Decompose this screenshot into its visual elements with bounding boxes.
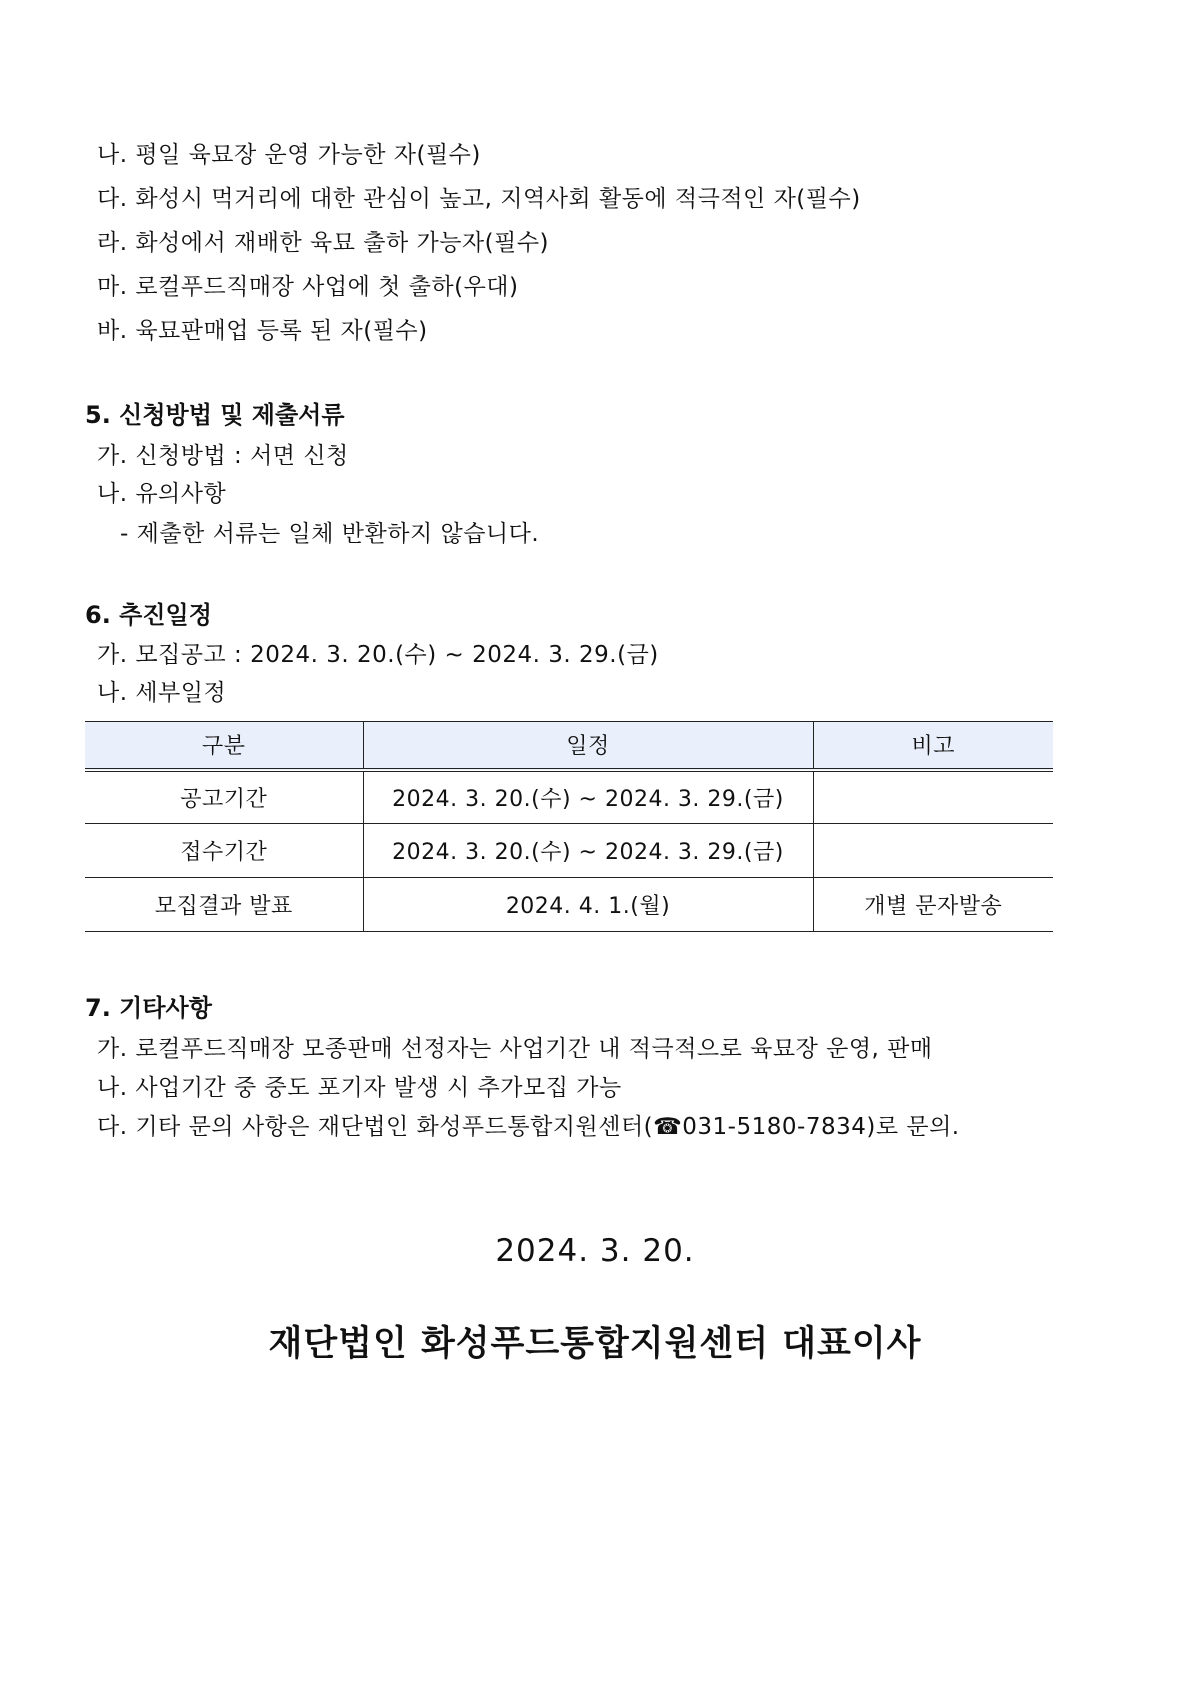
schedule-table bbox=[85, 721, 1053, 932]
cell-remarks bbox=[813, 770, 1053, 824]
table-row bbox=[85, 824, 1053, 878]
section6-item-b: 나. 세부일정 bbox=[97, 680, 227, 706]
section7-item-a: 가. 로컬푸드직매장 모종판매 선정자는 사업기간 내 적극적으로 육묘장 운영, 판매 bbox=[97, 1036, 933, 1062]
section7-item-c: 다. 기타 문의 사항은 재단법인 화성푸드통합지원센터(☎031-5180-7834)로 문의. bbox=[97, 1114, 960, 1140]
section5-note: - 제출한 서류는 일체 반환하지 않습니다. bbox=[120, 521, 540, 547]
column-header-remarks: 비고 bbox=[813, 722, 1053, 770]
table-row bbox=[85, 770, 1053, 824]
issue-date: 2024. 3. 20. bbox=[495, 1233, 695, 1269]
section5-item-b: 나. 유의사항 bbox=[97, 481, 227, 507]
cell-schedule: 2024. 3. 20.(수) ~ 2024. 3. 29.(금) bbox=[363, 824, 813, 878]
section6-heading: 6. 추진일정 bbox=[85, 601, 212, 629]
schedule-table-header bbox=[85, 722, 1053, 770]
section5-heading: 5. 신청방법 및 제출서류 bbox=[85, 401, 345, 429]
cell-remarks bbox=[813, 824, 1053, 878]
section7-item-b: 나. 사업기간 중 중도 포기자 발생 시 추가모집 가능 bbox=[97, 1075, 622, 1101]
cell-category: 접수기간 bbox=[85, 824, 363, 878]
section4-item-ba: 바. 육묘판매업 등록 된 자(필수) bbox=[97, 318, 428, 344]
section4-item-ra: 라. 화성에서 재배한 육묘 출하 가능자(필수) bbox=[97, 230, 550, 256]
cell-schedule: 2024. 3. 20.(수) ~ 2024. 3. 29.(금) bbox=[363, 770, 813, 824]
signer-title: 재단법인 화성푸드통합지원센터 대표이사 bbox=[268, 1324, 922, 1364]
cell-remarks: 개별 문자발송 bbox=[813, 878, 1053, 932]
cell-schedule: 2024. 4. 1.(월) bbox=[363, 878, 813, 932]
section4-item-ma: 마. 로컬푸드직매장 사업에 첫 출하(우대) bbox=[97, 274, 519, 300]
column-header-schedule: 일정 bbox=[363, 722, 813, 770]
section6-item-a: 가. 모집공고 : 2024. 3. 20.(수) ~ 2024. 3. 29.(금) bbox=[97, 642, 659, 668]
table-row bbox=[85, 878, 1053, 932]
section4-item-da: 다. 화성시 먹거리에 대한 관심이 높고, 지역사회 활동에 적극적인 자(필수) bbox=[97, 186, 861, 212]
section4-item-na: 나. 평일 육묘장 운영 가능한 자(필수) bbox=[97, 142, 481, 168]
cell-category: 모집결과 발표 bbox=[85, 878, 363, 932]
section5-item-a: 가. 신청방법 : 서면 신청 bbox=[97, 443, 349, 469]
section7-heading: 7. 기타사항 bbox=[85, 994, 212, 1022]
cell-category: 공고기간 bbox=[85, 770, 363, 824]
column-header-category: 구분 bbox=[85, 722, 363, 770]
